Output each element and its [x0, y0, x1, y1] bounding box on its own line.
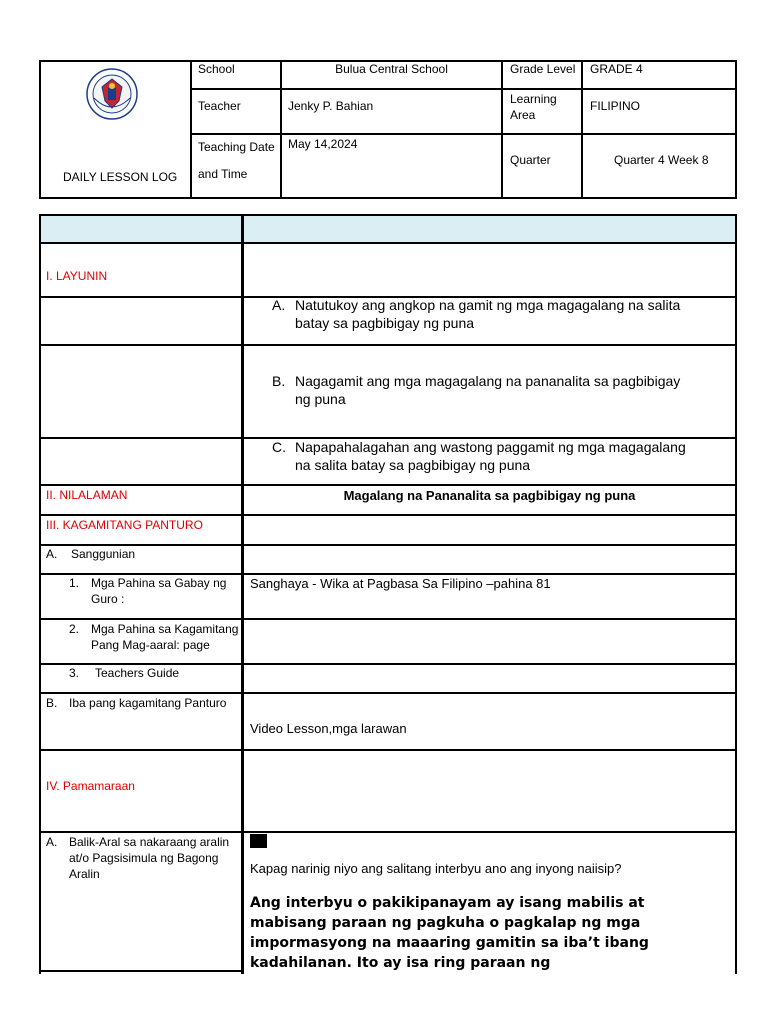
objective-c-line-2: na salita batay sa pagbibigay ng puna	[295, 457, 531, 473]
row-divider	[39, 692, 737, 694]
kagamitan-label: III. KAGAMITANG PANTURO	[46, 518, 203, 532]
item-1-line-1: Mga Pahina sa Gabay ng	[91, 576, 227, 590]
definition-line-1: Ang interbyu o pakikipanayam ay isang mabilis at	[250, 895, 645, 911]
objective-b-marker: B.	[272, 373, 286, 389]
balik-aral-line-1: Balik-Aral sa nakaraang aralin	[69, 835, 230, 849]
learning-area-label-2: Area	[510, 108, 536, 122]
teaching-date-label-1: Teaching Date	[198, 140, 275, 154]
table-header-cell	[41, 216, 241, 242]
row-divider	[39, 749, 737, 751]
objective-c-marker: C.	[272, 439, 286, 455]
divider	[501, 60, 503, 199]
quarter-label: Quarter	[510, 153, 551, 167]
item-2-line-1: Mga Pahina sa Kagamitang	[91, 622, 239, 636]
row-divider	[39, 484, 737, 486]
teaching-date-label-2: and Time	[198, 167, 248, 181]
item-1-marker: 1.	[69, 576, 80, 590]
balik-aral-line-2: at/o Pagsisimula ng Bagong	[69, 851, 219, 865]
divider	[190, 60, 192, 199]
grade-level-label: Grade Level	[510, 62, 576, 76]
deped-seal-logo	[86, 68, 138, 120]
item-1-value: Sanghaya - Wika at Pagbasa Sa Filipino –pahina 81	[250, 576, 551, 591]
interview-question: Kapag narinig niyo ang salitang interbyu ano ang inyong naiisip?	[250, 861, 622, 876]
balik-aral-line-3: Aralin	[69, 867, 100, 881]
objective-a-marker: A.	[272, 297, 286, 313]
item-2-line-2: Pang Mag-aaral: page	[91, 638, 210, 652]
grade-level-value: GRADE 4	[590, 62, 643, 76]
divider	[190, 88, 737, 90]
item-1-line-2: Guro :	[91, 592, 125, 606]
definition-line-2: mabisang paraan ng pagkuha o pagkalap ng mga	[250, 915, 641, 931]
row-divider	[39, 831, 737, 833]
divider	[280, 60, 282, 199]
objective-a-line-1: Natutukoy ang angkop na gamit ng mga magagalang na salita	[295, 297, 681, 313]
sanggunian-label: Sanggunian	[71, 547, 136, 561]
black-square-marker	[250, 834, 267, 848]
row-divider	[39, 663, 737, 665]
objective-c-line-1: Napapahalagahan ang wastong paggamit ng mga magagalang	[295, 439, 686, 455]
item-3-marker: 3.	[69, 666, 80, 680]
quarter-value: Quarter 4 Week 8	[614, 153, 709, 167]
row-divider	[39, 544, 737, 546]
column-divider	[241, 214, 244, 974]
layunin-label: I. LAYUNIN	[46, 269, 108, 283]
log-title: DAILY LESSON LOG	[63, 170, 178, 184]
teacher-label: Teacher	[198, 99, 241, 113]
divider	[581, 60, 583, 199]
row-divider	[39, 514, 737, 516]
objective-b-line-2: ng puna	[295, 391, 346, 407]
row-divider	[39, 618, 737, 620]
definition-line-3: impormasyong na maaaring gamitin sa iba’t ibang	[250, 935, 649, 951]
school-value: Bulua Central School	[335, 62, 448, 76]
row-divider	[39, 242, 737, 244]
balik-aral-marker: A.	[46, 835, 58, 849]
teaching-date-value: May 14,2024	[288, 137, 358, 151]
definition-line-4: kadahilanan. Ito ay isa ring paraan ng	[250, 955, 551, 971]
table-header-cell	[244, 216, 735, 242]
item-2-marker: 2.	[69, 622, 80, 636]
sanggunian-marker: A.	[46, 547, 58, 561]
iba-pang-value: Video Lesson,mga larawan	[250, 721, 407, 736]
row-divider	[39, 970, 244, 972]
learning-area-label-1: Learning	[510, 92, 557, 106]
learning-area-value: FILIPINO	[590, 99, 641, 113]
item-3-label: Teachers Guide	[95, 666, 180, 680]
nilalaman-value: Magalang na Pananalita sa pagbibigay ng puna	[343, 488, 636, 503]
row-divider	[39, 344, 737, 346]
pamamaraan-label: IV. Pamamaraan	[46, 779, 135, 793]
nilalaman-label: II. NILALAMAN	[46, 488, 128, 502]
row-divider	[39, 573, 737, 575]
teacher-value: Jenky P. Bahian	[288, 99, 374, 113]
iba-pang-marker: B.	[46, 696, 58, 710]
divider	[190, 133, 737, 135]
school-label: School	[198, 62, 235, 76]
objective-b-line-1: Nagagamit ang mga magagalang na pananalita sa pagbibigay	[295, 373, 681, 389]
iba-pang-label: Iba pang kagamitang Panturo	[69, 696, 227, 710]
objective-a-line-2: batay sa pagbibigay ng puna	[295, 315, 475, 331]
